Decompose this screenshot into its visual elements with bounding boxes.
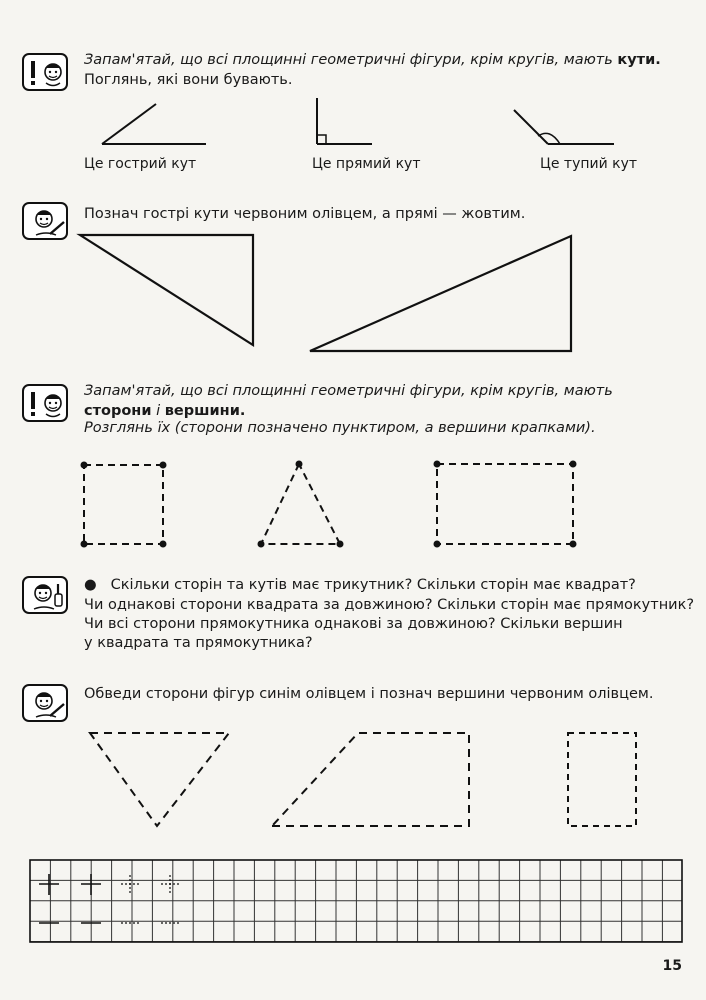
dashed-square-figure <box>81 462 167 548</box>
question-text: Скільки сторін та кутів має трикутник? Скільки сторін має квадрат? <box>110 577 636 593</box>
task-trace-shapes: Обведи сторони фігур синім олівцем і познач вершини червоним олівцем. <box>84 686 654 702</box>
acute-angle-figure <box>102 104 206 144</box>
and-word: і <box>151 403 165 419</box>
rule-sides-line1: Запам'ятай, що всі площинні геометричні фігури, крім кругів, мають <box>84 383 613 399</box>
right-angle-label: Це прямий кут <box>312 156 421 172</box>
questions-line4: у квадрата та прямокутника? <box>84 635 313 651</box>
task-mark-angles: Познач гострі кути червоним олівцем, а прямі — жовтим. <box>84 206 526 222</box>
obtuse-triangle-figure <box>310 236 571 351</box>
acute-angle-label: Це гострий кут <box>84 156 197 172</box>
obtuse-angle-label: Це тупий кут <box>540 156 638 172</box>
dashed-tall-rectangle <box>568 733 636 826</box>
rule-angles-italic: Запам'ятай, що всі площинні геометричні фігури, крім кругів, мають <box>84 52 618 68</box>
bullet: ● <box>84 577 97 593</box>
dashed-rectangle-figure <box>434 461 577 548</box>
page-number: 15 <box>662 958 682 974</box>
writing-grid <box>30 860 682 942</box>
vertices-word: вершини. <box>164 403 246 419</box>
questions-line3: Чи всі сторони прямокутника однакові за довжиною? Скільки вершин <box>84 616 623 632</box>
right-angle-figure <box>317 98 372 144</box>
obtuse-angle-figure <box>514 110 614 144</box>
questions-line2: Чи однакові сторони квадрата за довжиною? Скільки сторін має прямокутник? <box>84 597 695 613</box>
right-triangle-figure <box>80 235 253 345</box>
sides-word: сторони <box>84 403 152 419</box>
dashed-trapezoid <box>272 733 469 826</box>
grid-sample-marks <box>39 874 179 923</box>
rule-angles-bold: кути. <box>617 52 661 68</box>
dashed-triangle-figure <box>258 461 344 548</box>
dashed-inverted-triangle <box>90 733 229 826</box>
rule-angles-line2: Поглянь, які вони бувають. <box>84 72 293 88</box>
rule-sides-line3: Розглянь їх (сторони позначено пунктиром, а вершини крапками). <box>84 420 596 436</box>
